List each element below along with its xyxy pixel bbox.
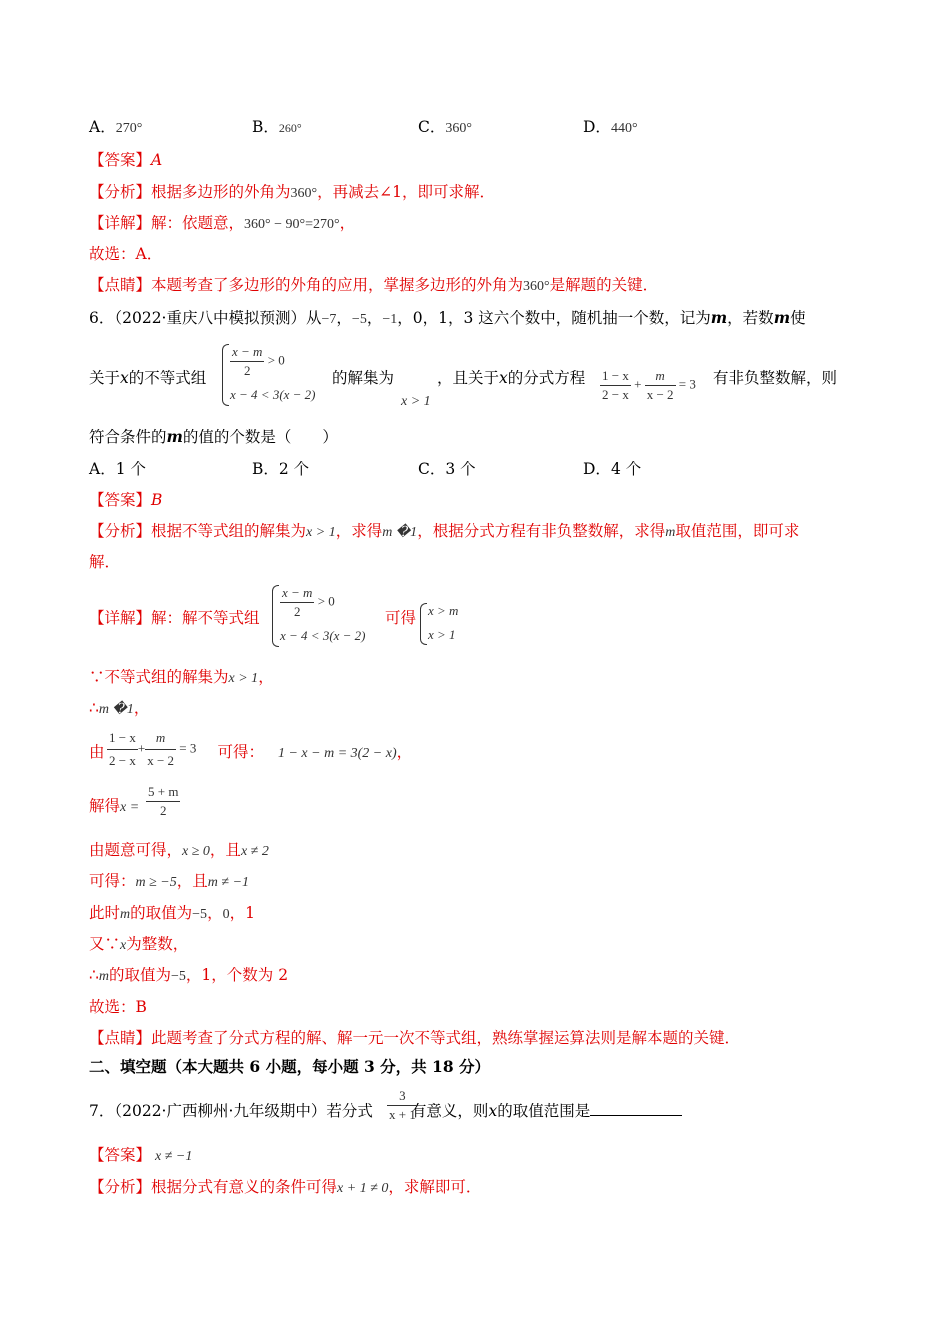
q7-fraction: $\frac{3}{x + 1}$: [389, 1088, 416, 1122]
q6-option-a: A．1 个: [89, 460, 146, 478]
q6-solution-set: x > 1: [401, 394, 431, 409]
q6-option-c: C．3 个: [418, 460, 476, 478]
q6-option-d: D．4 个: [583, 460, 642, 478]
q6-step-9: ∴m的取值为−5，1，个数为 2: [89, 966, 289, 984]
q6-step-4: 解得x =: [89, 797, 140, 815]
q6-analysis-line1: 【分析】根据不等式组的解集为x > 1，求得m �1，根据分式方程有非负整数解，求得m取值范围，即可求: [89, 522, 800, 540]
q5-comment: 【点睛】本题考查了多边形的外角的应用，掌握多边形的外角为360°是解题的关键．: [89, 276, 659, 294]
q6-stem-line2-mid: 的解集为: [332, 369, 395, 387]
q6-stem-line2-end: 有非负整数解，则: [713, 369, 838, 387]
q7-answer: 【答案】 x ≠ −1: [89, 1146, 193, 1164]
q6-step-1: ∵不等式组的解集为x > 1，: [89, 668, 274, 686]
q6-step-7: 此时m的取值为−5，0，1: [89, 904, 255, 922]
q6-step-5: 由题意可得，x ≥ 0，且x ≠ 2: [89, 841, 269, 859]
q6-stem-line2-left: 关于x的不等式组: [89, 369, 207, 387]
q6-detail-inequality-system: $\frac{x - m}{2}$ > 0 x − 4 < 3(x − 2): [272, 585, 382, 647]
q6-step-2: ∴m �1，: [89, 699, 150, 717]
q5-option-d: D．440°: [583, 118, 638, 136]
q6-choice: 故选：B: [89, 998, 147, 1016]
q6-inequality-system: $\frac{x - m}{2}$ > 0 x − 4 < 3(x − 2): [222, 344, 332, 406]
q5-answer: 【答案】A: [89, 151, 163, 169]
q6-stem-line3: 符合条件的m的值的个数是（ ）: [89, 427, 338, 446]
q6-step-3: 由 $\frac{1 - x}{2 - x}$ + $\frac{m}{x - 2}$ = 3 可得： 1 − x − m = 3(2 − x)，: [89, 730, 413, 768]
section-heading: 二、填空题（本大题共 6 小题，每小题 3 分，共 18 分）: [89, 1057, 491, 1076]
q6-fraction-equation: $\frac{1 - x}{2 - x}$ + $\frac{m}{x - 2}$ = 3: [602, 368, 696, 402]
q6-detail-result-system: x > m x > 1: [420, 603, 480, 647]
q5-analysis: 【分析】根据多边形的外角为360°，再减去∠1，即可求解．: [89, 183, 495, 201]
q6-step-6: 可得：m ≥ −5，且m ≠ −1: [89, 872, 250, 890]
q6-stem-line1: 6．（2022·重庆八中模拟预测）从−7，−5，−1，0，1，3 这六个数中，随机抽一个数，记为m，若数m使: [89, 308, 806, 327]
q5-option-c: C．360°: [418, 118, 472, 136]
q6-answer: 【答案】B: [89, 491, 163, 509]
q6-stem-line2-right: ，且关于x的分式方程: [437, 369, 586, 387]
q6-step-8: 又∵x为整数，: [89, 935, 189, 953]
q6-detail-then: 可得: [385, 609, 417, 627]
q7-analysis: 【分析】根据分式有意义的条件可得x + 1 ≠ 0，求解即可．: [89, 1178, 482, 1196]
q5-choice: 故选：A．: [89, 245, 163, 263]
q5-detail: 【详解】解：依题意，360° − 90°=270°，: [89, 214, 356, 232]
q6-step-4-fraction: $\frac{5 + m}{2}$: [148, 784, 179, 818]
q7-answer-blank[interactable]: [590, 1101, 682, 1116]
q5-option-b: B．260°: [252, 118, 302, 136]
q6-comment: 【点睛】此题考查了分式方程的解、解一元一次不等式组，熟练掌握运算法则是解本题的关键．: [89, 1029, 741, 1047]
q5-option-a: A．270°: [89, 118, 143, 136]
q7-stem: 7．（2022·广西柳州·九年级期中）若分式 有意义，则x的取值范围是: [89, 1101, 682, 1121]
q6-detail-label: 【详解】解：解不等式组: [89, 609, 260, 627]
q6-analysis-line2: 解．: [89, 553, 121, 571]
q6-option-b: B．2 个: [252, 460, 310, 478]
